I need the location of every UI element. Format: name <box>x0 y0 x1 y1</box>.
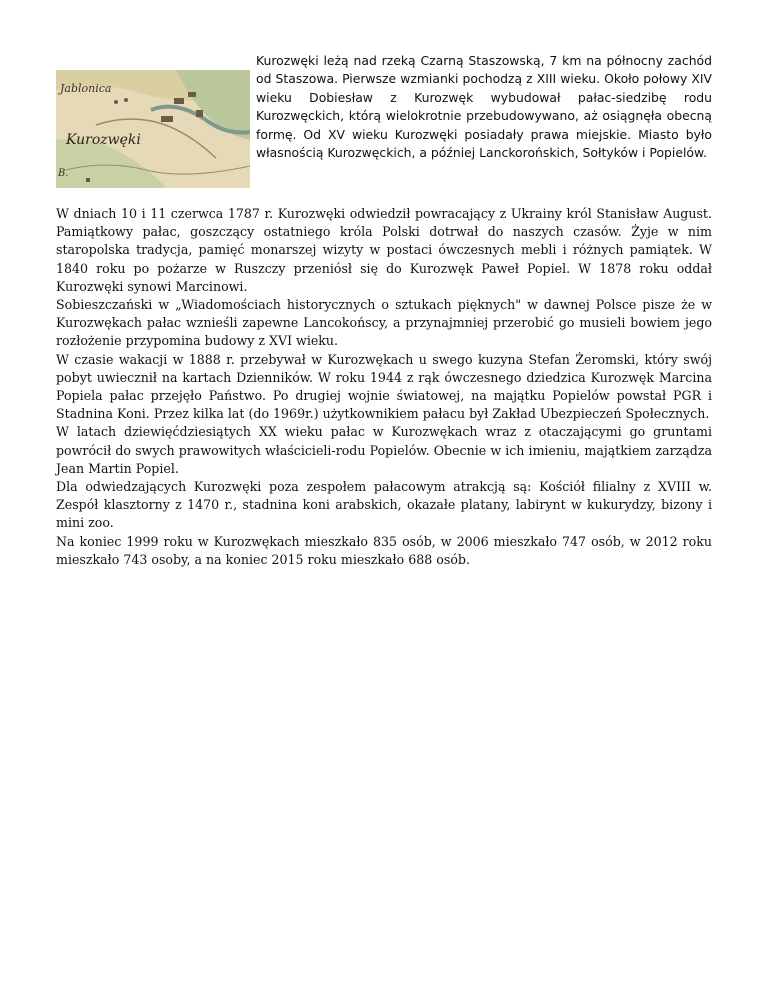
body-paragraph: W latach dziewięćdziesiątych XX wieku pałac w Kurozwękach wraz z otaczającymi go gruntami powrócił do swych prawowitych właścicieli-rodu Popielów. Obecnie w ich imieniu, majątkiem zarządza Jean Martin Popiel. <box>56 424 712 476</box>
map-label-kurozweki: Kurozwęki <box>66 132 141 148</box>
map-label-jablonica: Jablonica <box>60 82 112 95</box>
body-paragraph: W dniach 10 i 11 czerwca 1787 r. Kurozwęki odwiedził powracający z Ukrainy król Stanisław August. Pamiątkowy pałac, goszczący ostatniego króla Polski dotrwał do naszych czasów. Żyje w nim staropolska tradycja, pamięć monarszej wizyty w postaci ówczesnych mebli i różnych pamiątek. W 1840 roku po pożarze w Ruszczy przeniósł się do Kurozwęk Paweł Popiel. W 1878 roku oddał Kurozwęki synowi Marcinowi. <box>56 206 712 294</box>
article-body <box>56 205 712 569</box>
map-label-corner: B. <box>58 168 69 179</box>
intro-text <box>256 52 712 162</box>
body-paragraph: Na koniec 1999 roku w Kurozwękach mieszkało 835 osób, w 2006 mieszkało 747 osób, w 2012 roku mieszkało 743 osoby, a na koniec 2015 roku mieszkało 688 osób. <box>56 533 712 567</box>
intro-paragraph: Kurozwęki leżą nad rzeką Czarną Staszowską, 7 km na północny zachód od Staszowa. Pierwsze wzmianki pochodzą z XIII wieku. Około połowy XIV wieku Dobiesław z Kurozwęk wybudował pałac-siedzibę rodu Kurozwęckich, którą wielokrotnie przebudowywano, aż osiągnęła obecną formę. Od XV wieku Kurozwęki posiadały prawa miejskie. Miasto było własnością Kurozwęckich, a później Lanckorońskich, Sołtyków i Popielów. <box>256 53 712 161</box>
body-paragraph: Sobieszczański w „Wiadomościach historycznych o sztukach pięknych" w dawnej Polsce pisze że w Kurozwękach pałac wznieśli zapewne Lancokońscy, a przynajmniej przerobić go musieli bowiem jego rozłożenie przypomina budowy z XVI wieku. <box>56 297 712 349</box>
body-paragraph: W czasie wakacji w 1888 r. przebywał w Kurozwękach u swego kuzyna Stefan Żeromski, który swój pobyt uwiecznił na kartach Dzienników. W roku 1944 z rąk ówczesnego dziedzica Kurozwęk Marcina Popiela pałac przejęło Państwo. Po drugiej wojnie światowej, na majątku Popielów powstał PGR i Stadnina Koni. Przez kilka lat (do 1969r.) użytkownikiem pałacu był Zakład Ubezpieczeń Społecznych. <box>56 351 712 422</box>
historical-map-image <box>56 70 250 188</box>
body-paragraph: Dla odwiedzających Kurozwęki poza zespołem pałacowym atrakcją są: Kościół filialny z XVIII w. Zespół klasztorny z 1470 r., stadnina koni arabskich, okazałe platany, labirynt w kukurydzy, bizony i mini zoo. <box>56 479 712 531</box>
